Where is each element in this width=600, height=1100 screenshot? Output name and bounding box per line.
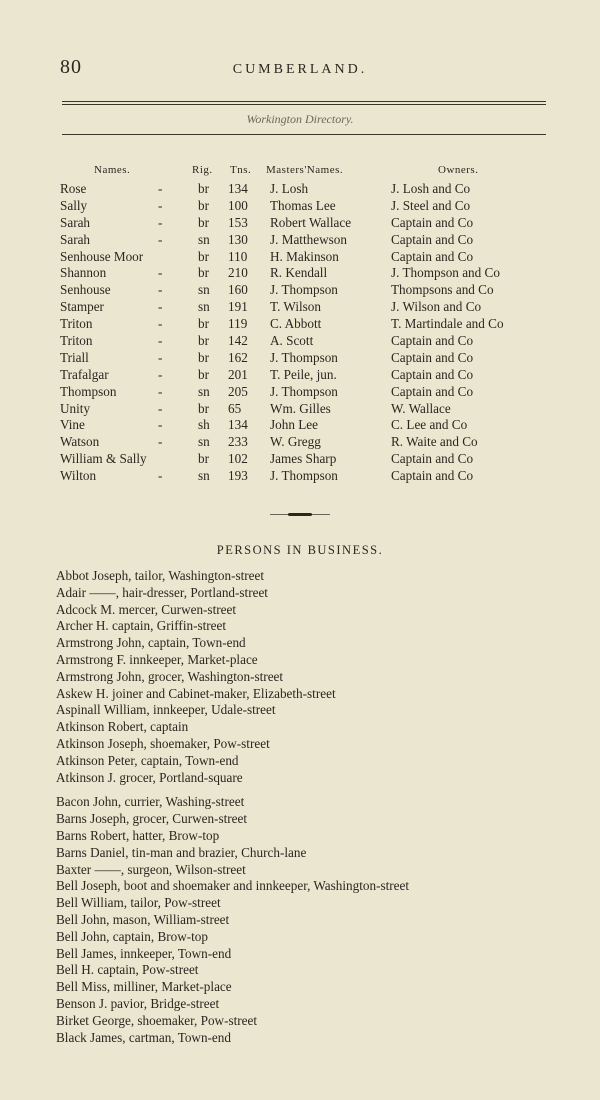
list-item: Barns Robert, hatter, Brow-top: [56, 827, 220, 843]
list-item: Bacon John, currier, Washing-street: [56, 794, 245, 810]
table-row: [58, 384, 558, 401]
list-item: Bell James, innkeeper, Town-end: [56, 945, 232, 961]
ship-name: Triton: [60, 333, 93, 349]
column-header-tons: Tns.: [230, 164, 252, 176]
owner: Captain and Co: [391, 451, 474, 467]
rig: br: [198, 197, 209, 213]
rig: sn: [198, 468, 210, 484]
list-item: Birket George, shoemaker, Pow-street: [56, 1012, 258, 1028]
owner: J. Steel and Co: [391, 197, 471, 213]
tons: 191: [228, 299, 248, 315]
list-item: Abbot Joseph, tailor, Washington-street: [56, 568, 265, 583]
column-header-rig: Rig.: [192, 164, 213, 176]
table-row: [58, 249, 558, 266]
ship-name: Triton: [60, 316, 93, 332]
rig: br: [198, 349, 209, 365]
tons: 134: [228, 417, 248, 433]
dash-leader: -: [158, 299, 163, 315]
rig: br: [198, 181, 209, 196]
list-item: Atkinson J. grocer, Portland-square: [56, 769, 243, 785]
master-name: R. Kendall: [270, 265, 328, 281]
list-item: Askew H. joiner and Cabinet-maker, Elizabeth-street: [56, 685, 336, 701]
rig: sh: [198, 417, 210, 433]
section-rule: [62, 134, 546, 135]
table-row: [58, 299, 558, 316]
list-item: Benson J. pavior, Bridge-street: [56, 995, 220, 1011]
ship-name: Rose: [60, 181, 87, 196]
dash-leader: -: [158, 417, 163, 433]
table-row: [58, 434, 558, 451]
list-item: Atkinson Peter, captain, Town-end: [56, 752, 239, 768]
tons: 153: [228, 214, 248, 230]
owner: J. Losh and Co: [391, 181, 471, 196]
ship-name: Sally: [60, 197, 88, 213]
ship-name: Trafalgar: [60, 366, 109, 382]
tons: 134: [228, 181, 248, 196]
dash-leader: -: [158, 434, 163, 450]
master-name: T. Peile, jun.: [270, 366, 337, 382]
business-title: PERSONS IN BUSINESS.: [216, 543, 384, 557]
tons: 162: [228, 349, 248, 365]
ship-name: Shannon: [60, 265, 107, 281]
master-name: J. Thompson: [270, 468, 338, 484]
page-number: 80: [60, 56, 82, 78]
list-item: Aspinall William, innkeeper, Udale-street: [56, 702, 276, 718]
owner: Captain and Co: [391, 333, 474, 349]
rig: br: [198, 248, 209, 264]
list-item: Adcock M. mercer, Curwen-street: [56, 601, 236, 617]
ship-name: Triall: [60, 349, 89, 365]
list-item: Bell John, captain, Brow-top: [56, 928, 208, 944]
master-name: J. Losh: [270, 181, 309, 196]
dash-leader: -: [158, 468, 163, 484]
tons: 210: [228, 265, 248, 281]
master-name: Thomas Lee: [270, 197, 336, 213]
master-name: Wm. Gilles: [270, 400, 331, 416]
master-name: J. Thompson: [270, 349, 338, 365]
ornament-divider: [270, 513, 330, 516]
master-name: A. Scott: [270, 333, 314, 349]
ship-name: Thompson: [60, 383, 117, 399]
table-row: [58, 417, 558, 434]
list-item: Barns Joseph, grocer, Curwen-street: [56, 811, 247, 827]
master-name: Robert Wallace: [270, 214, 352, 230]
owner: Captain and Co: [391, 468, 474, 484]
top-rule-double: [62, 104, 546, 105]
rig: sn: [198, 231, 210, 247]
tons: 205: [228, 383, 248, 399]
table-row: [58, 282, 558, 299]
list-item: Bell H. captain, Pow-street: [56, 962, 199, 978]
list-item: Armstrong John, captain, Town-end: [56, 635, 246, 651]
rig: br: [198, 400, 209, 416]
master-name: James Sharp: [270, 451, 337, 467]
table-row: [58, 451, 558, 468]
ship-name: Sarah: [60, 231, 91, 247]
owner: Captain and Co: [391, 231, 474, 247]
tons: 142: [228, 333, 248, 349]
list-item: Bell John, mason, William-street: [56, 911, 230, 927]
ship-name: Unity: [60, 400, 91, 416]
owner: J. Thompson and Co: [391, 265, 500, 281]
tons: 201: [228, 366, 248, 382]
column-header-masters: Masters'Names.: [266, 164, 344, 176]
dash-leader: -: [158, 333, 163, 349]
owner: Thompsons and Co: [391, 282, 494, 298]
ship-name: Sarah: [60, 214, 91, 230]
dash-leader: -: [158, 197, 163, 213]
table-row: [58, 198, 558, 215]
dash-leader: -: [158, 316, 163, 332]
ship-name: William & Sally: [60, 451, 147, 467]
rig: sn: [198, 434, 210, 450]
ship-table-body: [58, 181, 558, 485]
list-item: Bell William, tailor, Pow-street: [56, 895, 221, 911]
ship-table-header: [58, 164, 558, 181]
tons: 130: [228, 231, 248, 247]
dash-leader: -: [158, 181, 163, 196]
running-title: CUMBERLAND.: [232, 62, 368, 77]
business-list: [56, 568, 576, 1046]
list-item: Barns Daniel, tin-man and brazier, Church-lane: [56, 844, 307, 860]
table-row: [58, 181, 558, 198]
owner: Captain and Co: [391, 349, 474, 365]
table-row: [58, 367, 558, 384]
ship-name: Senhouse: [60, 282, 111, 298]
list-item: Archer H. captain, Griffin-street: [56, 618, 227, 634]
owner: Captain and Co: [391, 248, 474, 264]
ship-name: Wilton: [60, 468, 97, 484]
list-item: Atkinson Joseph, shoemaker, Pow-street: [56, 735, 270, 751]
owner: C. Lee and Co: [391, 417, 468, 433]
ship-name: Stamper: [60, 299, 104, 315]
rig: sn: [198, 299, 210, 315]
table-row: [58, 350, 558, 367]
owner: Captain and Co: [391, 214, 474, 230]
list-item: Armstrong F. innkeeper, Market-place: [56, 651, 258, 667]
business-group-a: [56, 568, 576, 786]
group-gap: [56, 786, 576, 794]
dash-leader: -: [158, 214, 163, 230]
table-row: [58, 333, 558, 350]
master-name: John Lee: [270, 417, 318, 433]
master-name: H. Makinson: [270, 248, 339, 264]
list-item: Armstrong John, grocer, Washington-street: [56, 668, 284, 684]
owner: W. Wallace: [391, 400, 451, 416]
column-header-owners: Owners.: [438, 164, 479, 176]
dash-leader: -: [158, 400, 163, 416]
list-item: Atkinson Robert, captain: [56, 719, 189, 735]
ship-name: Vine: [60, 417, 85, 433]
rig: sn: [198, 282, 210, 298]
dash-leader: -: [158, 231, 163, 247]
section-title: Workington Directory.: [246, 112, 354, 126]
dash-leader: -: [158, 265, 163, 281]
table-row: [58, 468, 558, 485]
table-row: [58, 215, 558, 232]
list-item: Baxter ——, surgeon, Wilson-street: [56, 861, 246, 877]
master-name: J. Thompson: [270, 282, 338, 298]
table-row: [58, 265, 558, 282]
table-row: [58, 401, 558, 418]
ship-table: [58, 164, 558, 485]
owner: T. Martindale and Co: [391, 316, 504, 332]
tons: 110: [228, 248, 248, 264]
list-item: Adair ——, hair-dresser, Portland-street: [56, 584, 268, 600]
list-item: Bell Miss, milliner, Market-place: [56, 979, 232, 995]
owner: R. Waite and Co: [391, 434, 478, 450]
rig: br: [198, 451, 209, 467]
column-header-names: Names.: [94, 164, 131, 176]
top-rule: [62, 101, 546, 102]
rig: sn: [198, 383, 210, 399]
dash-leader: -: [158, 282, 163, 298]
business-group-b: [56, 794, 576, 1046]
list-item: Bell Joseph, boot and shoemaker and innkeeper, Washington-street: [56, 878, 410, 894]
list-item: Black James, cartman, Town-end: [56, 1029, 231, 1045]
owner: J. Wilson and Co: [391, 299, 482, 315]
rig: br: [198, 214, 209, 230]
rig: br: [198, 333, 209, 349]
dash-leader: -: [158, 383, 163, 399]
tons: 119: [228, 316, 248, 332]
master-name: C. Abbott: [270, 316, 322, 332]
tons: 102: [228, 451, 248, 467]
dash-leader: -: [158, 366, 163, 382]
ship-name: Watson: [60, 434, 100, 450]
rig: br: [198, 366, 209, 382]
owner: Captain and Co: [391, 366, 474, 382]
tons: 193: [228, 468, 248, 484]
owner: Captain and Co: [391, 383, 474, 399]
table-row: [58, 316, 558, 333]
tons: 65: [228, 400, 242, 416]
dash-leader: -: [158, 349, 163, 365]
rig: br: [198, 265, 209, 281]
tons: 100: [228, 197, 248, 213]
tons: 160: [228, 282, 248, 298]
rig: br: [198, 316, 209, 332]
master-name: W. Gregg: [270, 434, 321, 450]
master-name: T. Wilson: [270, 299, 321, 315]
tons: 233: [228, 434, 248, 450]
master-name: J. Matthewson: [270, 231, 347, 247]
ship-name: Senhouse Moor: [60, 248, 144, 264]
master-name: J. Thompson: [270, 383, 338, 399]
table-row: [58, 232, 558, 249]
